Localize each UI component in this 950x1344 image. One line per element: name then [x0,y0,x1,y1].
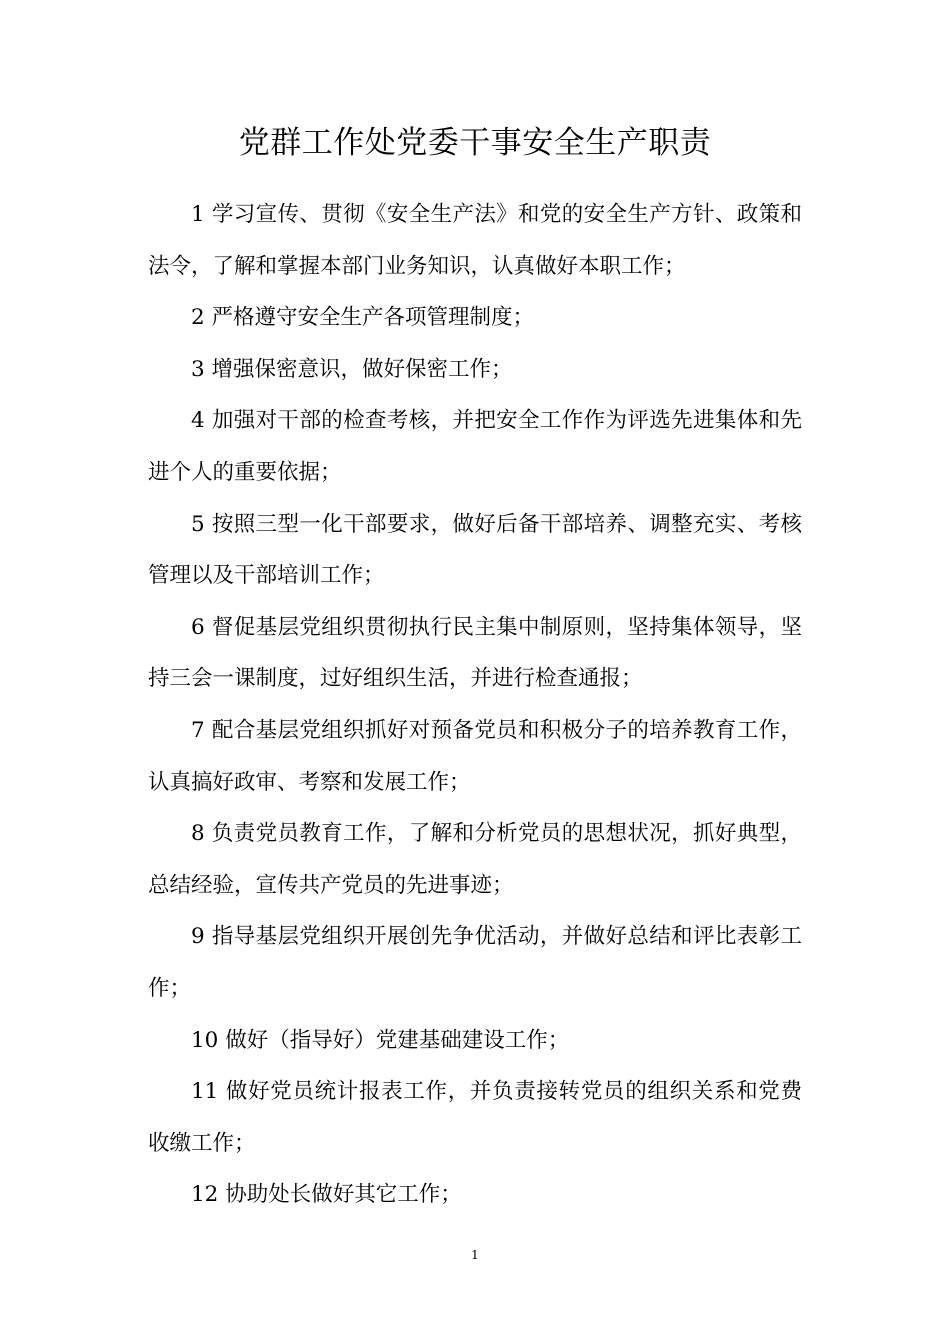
list-item [148,395,802,498]
list-item [148,1066,802,1169]
item-number: 9 [191,924,205,950]
item-text: 做好党员统计报表工作，并负责接转党员的组织关系和党费收缴工作； [148,1079,802,1156]
list-item [148,292,802,344]
item-number: 4 [191,408,205,434]
item-number: 5 [191,511,205,537]
list-item [148,705,802,808]
item-text: 协助处长做好其它工作； [225,1182,462,1208]
item-number: 12 [191,1182,219,1208]
duty-list [148,189,802,1221]
list-item [148,499,802,602]
item-text: 增强保密意识，做好保密工作； [211,356,513,382]
list-item [148,1169,802,1221]
item-text: 负责党员教育工作，了解和分析党员的思想状况，抓好典型，总结经验，宣传共产党员的先进事迹； [148,821,802,898]
list-item [148,1015,802,1067]
item-number: 1 [191,202,205,227]
item-number: 6 [191,614,205,640]
list-item [148,808,802,911]
item-text: 严格遵守安全生产各项管理制度； [211,305,535,331]
item-number: 3 [191,356,205,382]
list-item [148,602,802,705]
item-number: 2 [191,305,205,331]
item-text: 督促基层党组织贯彻执行民主集中制原则，坚持集体领导，坚持三会一课制度，过好组织生活，并进行检查通报； [148,614,802,692]
item-text: 配合基层党组织抓好对预备党员和积极分子的培养教育工作，认真搞好政审、考察和发展工作； [148,717,802,795]
list-item [148,344,802,396]
document-title: 党群工作处党委干事安全生产职责 [238,125,712,161]
item-text: 加强对干部的检查考核，并把安全工作作为评选先进集体和先进个人的重要依据； [148,408,802,485]
list-item [148,911,802,1014]
item-text: 按照三型一化干部要求，做好后备干部培养、调整充实、考核管理以及干部培训工作； [148,511,802,589]
page-number: 1 [471,1248,479,1262]
item-text: 指导基层党组织开展创先争优活动，并做好总结和评比表彰工作； [148,924,802,1001]
list-item [148,189,802,292]
item-number: 7 [191,717,205,743]
item-number: 11 [191,1079,219,1105]
item-text: 学习宣传、贯彻《安全生产法》和党的安全生产方针、政策和法令，了解和掌握本部门业务知识，认真做好本职工作； [148,202,802,279]
item-text: 做好（指导好）党建基础建设工作； [225,1027,570,1053]
item-number: 10 [191,1027,219,1053]
item-number: 8 [191,821,205,847]
